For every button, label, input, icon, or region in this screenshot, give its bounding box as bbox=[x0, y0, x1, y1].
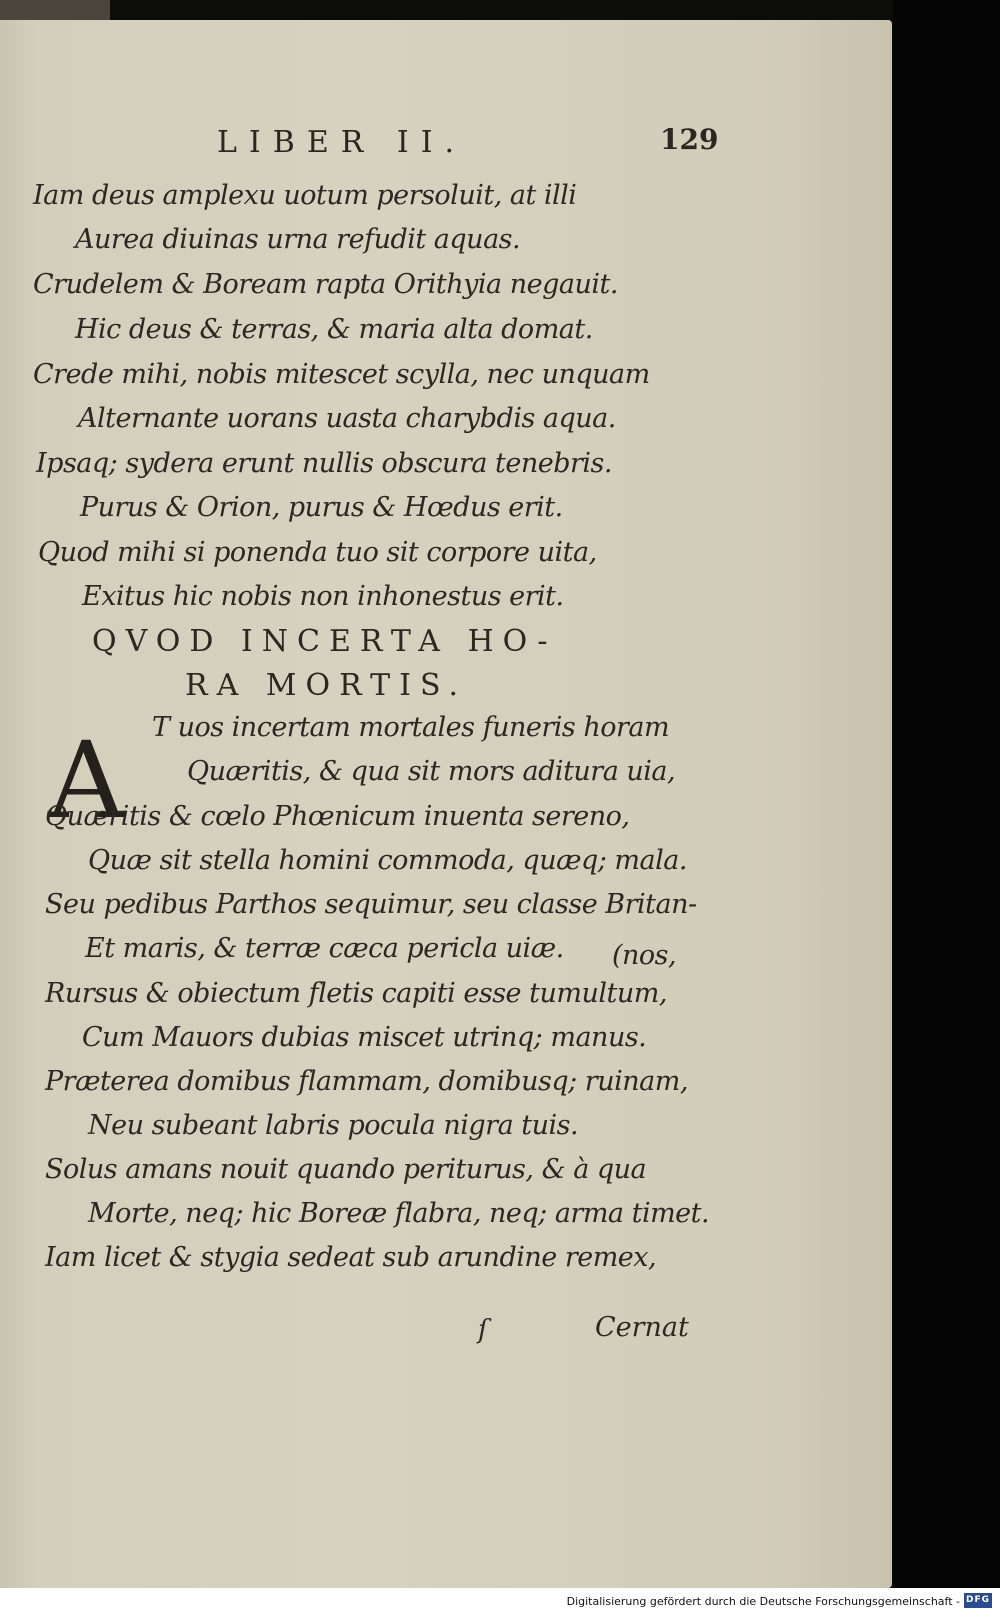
verse-line: Præterea domibus flammam, domibusq; ruinam, bbox=[45, 1066, 688, 1097]
verse-line: Cum Mauors dubias miscet utrinq; manus. bbox=[82, 1022, 647, 1053]
verse-line: Seu pedibus Parthos sequimur, seu classe Britan- bbox=[45, 889, 697, 920]
verse-line: Quæritis, & qua sit mors aditura uia, bbox=[187, 756, 676, 787]
verse-line: Quæritis & cœlo Phœnicum inuenta sereno, bbox=[45, 801, 630, 832]
verse-turnover: (nos, bbox=[612, 940, 677, 971]
verse-line: Crede mihi, nobis mitescet scylla, nec unquam bbox=[33, 359, 650, 390]
scan-background bbox=[893, 0, 1000, 1588]
signature-mark: ſ bbox=[478, 1315, 488, 1345]
dfg-logo-icon: DFG bbox=[964, 1593, 992, 1608]
drop-capital: A bbox=[48, 719, 125, 842]
verse-line: Neu subeant labris pocula nigra tuis. bbox=[88, 1110, 579, 1141]
verse-line: Solus amans nouit quando periturus, & à qua bbox=[45, 1154, 647, 1185]
verse-line: Et maris, & terræ cæca pericla uiæ. bbox=[85, 933, 564, 964]
verse-line: T uos incertam mortales funeris horam bbox=[152, 712, 670, 743]
verse-line: Quæ sit stella homini commoda, quæq; mala. bbox=[88, 845, 687, 876]
running-head: LIBER II. bbox=[217, 125, 467, 160]
verse-line: Exitus hic nobis non inhonestus erit. bbox=[82, 581, 564, 612]
page-edge bbox=[0, 0, 110, 20]
verse-line: Iam licet & stygia sedeat sub arundine remex, bbox=[45, 1242, 657, 1273]
verse-line: Rursus & obiectum fletis capiti esse tumultum, bbox=[45, 978, 667, 1009]
section-heading-line1: QVOD INCERTA HO- bbox=[92, 624, 557, 659]
verse-line: Crudelem & Boream rapta Orithyia negauit. bbox=[33, 269, 618, 300]
section-heading-line2: RA MORTIS. bbox=[185, 668, 468, 703]
catchword: Cernat bbox=[595, 1312, 689, 1343]
credit-text: Digitalisierung gefördert durch die Deutsche Forschungsgemeinschaft - bbox=[566, 1595, 960, 1608]
verse-line: Hic deus & terras, & maria alta domat. bbox=[75, 314, 593, 345]
book-page bbox=[0, 20, 892, 1588]
verse-line: Aurea diuinas urna refudit aquas. bbox=[75, 224, 521, 255]
verse-line: Iam deus amplexu uotum persoluit, at illi bbox=[33, 180, 577, 211]
verse-line: Morte, neq; hic Boreæ flabra, neq; arma timet. bbox=[88, 1198, 710, 1229]
verse-line: Ipsaq; sydera erunt nullis obscura tenebris. bbox=[36, 448, 612, 479]
credit-bar bbox=[0, 1588, 1000, 1615]
page-number: 129 bbox=[660, 123, 719, 156]
verse-line: Quod mihi si ponenda tuo sit corpore uita, bbox=[38, 537, 597, 568]
verse-line: Purus & Orion, purus & Hœdus erit. bbox=[80, 492, 563, 523]
verse-line: Alternante uorans uasta charybdis aqua. bbox=[78, 403, 616, 434]
